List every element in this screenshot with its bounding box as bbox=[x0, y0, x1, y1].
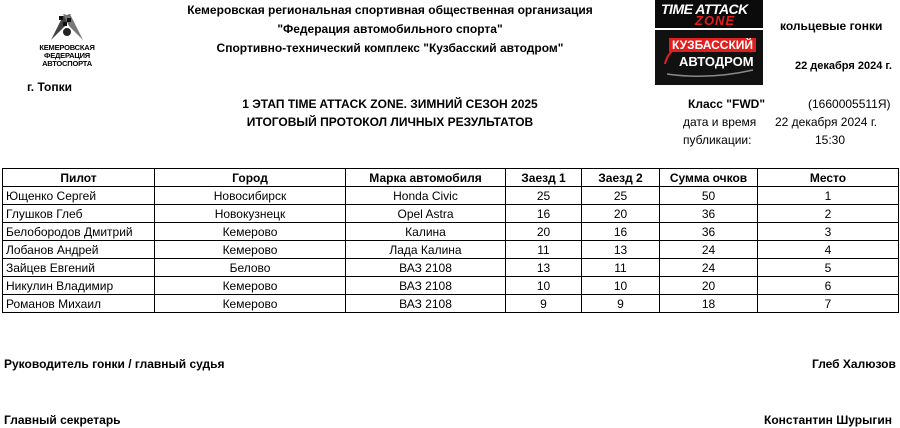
results-table bbox=[2, 168, 899, 313]
cell-place: 7 bbox=[758, 295, 899, 313]
cell-pilot: Зайцев Евгений bbox=[3, 259, 155, 277]
cell-car: ВАЗ 2108 bbox=[346, 259, 506, 277]
cell-pilot: Ющенко Сергей bbox=[3, 187, 155, 205]
cell-place: 4 bbox=[758, 241, 899, 259]
cell-city: Новосибирск bbox=[155, 187, 346, 205]
cell-run-2: 11 bbox=[582, 259, 660, 277]
table-row bbox=[3, 223, 899, 241]
table-row bbox=[3, 187, 899, 205]
city: г. Топки bbox=[27, 80, 72, 94]
publication-time: 15:30 bbox=[815, 133, 846, 147]
column-header-car: Марка автомобиля bbox=[346, 169, 506, 187]
table-row bbox=[3, 259, 899, 277]
publication-date: 22 декабря 2024 г. bbox=[775, 115, 878, 129]
org-line-1: Кемеровская региональная спортивная общественная организация bbox=[187, 3, 593, 17]
protocol-subtitle: ИТОГОВЫЙ ПРОТОКОЛ ЛИЧНЫХ РЕЗУЛЬТАТОВ bbox=[246, 115, 534, 129]
cell-points: 36 bbox=[660, 205, 758, 223]
header-date: 22 декабря 2024 г. bbox=[795, 60, 892, 72]
column-header-city: Город bbox=[155, 169, 346, 187]
kuzbass-logo-text: КУЗБАССКИЙ bbox=[669, 38, 756, 52]
column-header-points: Сумма очков bbox=[660, 169, 758, 187]
cell-run-1: 11 bbox=[506, 241, 582, 259]
cell-car: Калина bbox=[346, 223, 506, 241]
cell-run-1: 16 bbox=[506, 205, 582, 223]
federation-logo-line1: КЕМЕРОВСКАЯ bbox=[39, 43, 95, 52]
judge-role: Руководитель гонки / главный судья bbox=[4, 357, 225, 371]
cell-points: 50 bbox=[660, 187, 758, 205]
judge-name: Глеб Халюзов bbox=[812, 357, 896, 371]
time-attack-zone-logo bbox=[655, 0, 763, 28]
cell-points: 24 bbox=[660, 241, 758, 259]
cell-run-1: 10 bbox=[506, 277, 582, 295]
cell-run-1: 9 bbox=[506, 295, 582, 313]
cell-points: 24 bbox=[660, 259, 758, 277]
table-row bbox=[3, 205, 899, 223]
cell-car: Opel Astra bbox=[346, 205, 506, 223]
checkered-flag-icon bbox=[45, 10, 89, 44]
cell-run-2: 25 bbox=[582, 187, 660, 205]
cell-city: Кемерово bbox=[155, 241, 346, 259]
cell-city: Белово bbox=[155, 259, 346, 277]
column-header-run-2: Заезд 2 bbox=[582, 169, 660, 187]
column-header-place: Место bbox=[758, 169, 899, 187]
autodrome-logo-text: АВТОДРОМ bbox=[679, 54, 754, 69]
table-header-row bbox=[3, 169, 899, 187]
federation-logo bbox=[22, 10, 112, 72]
table-row bbox=[3, 241, 899, 259]
cell-place: 5 bbox=[758, 259, 899, 277]
kuzbass-autodrome-logo bbox=[655, 30, 763, 85]
cell-points: 18 bbox=[660, 295, 758, 313]
cell-place: 6 bbox=[758, 277, 899, 295]
cell-car: Honda Civic bbox=[346, 187, 506, 205]
cell-run-2: 9 bbox=[582, 295, 660, 313]
cell-car: ВАЗ 2108 bbox=[346, 295, 506, 313]
race-type: кольцевые гонки bbox=[780, 19, 883, 33]
cell-run-1: 20 bbox=[506, 223, 582, 241]
org-line-2: "Федерация автомобильного спорта" bbox=[277, 22, 503, 36]
cell-pilot: Глушков Глеб bbox=[3, 205, 155, 223]
cell-car: ВАЗ 2108 bbox=[346, 277, 506, 295]
cell-pilot: Лобанов Андрей bbox=[3, 241, 155, 259]
publication-label-2: публикации: bbox=[683, 133, 752, 147]
cell-city: Кемерово bbox=[155, 223, 346, 241]
class-code: (16600055​11Я) bbox=[808, 97, 891, 111]
cell-run-2: 16 bbox=[582, 223, 660, 241]
column-header-run-1: Заезд 1 bbox=[506, 169, 582, 187]
cell-pilot: Белобородов Дмитрий bbox=[3, 223, 155, 241]
column-header-pilot: Пилот bbox=[3, 169, 155, 187]
cell-city: Кемерово bbox=[155, 295, 346, 313]
cell-place: 3 bbox=[758, 223, 899, 241]
publication-label-1: дата и время bbox=[683, 115, 757, 129]
cell-city: Кемерово bbox=[155, 277, 346, 295]
federation-logo-line2: ФЕДЕРАЦИЯ АВТОСПОРТА bbox=[42, 51, 92, 68]
cell-run-2: 20 bbox=[582, 205, 660, 223]
table-row bbox=[3, 277, 899, 295]
cell-run-2: 10 bbox=[582, 277, 660, 295]
org-line-3: Спортивно-технический комплекс "Кузбасский автодром" bbox=[216, 41, 564, 55]
zone-logo-text: ZONE bbox=[695, 13, 736, 28]
cell-points: 20 bbox=[660, 277, 758, 295]
cell-pilot: Романов Михаил bbox=[3, 295, 155, 313]
cell-car: Лада Калина bbox=[346, 241, 506, 259]
cell-place: 2 bbox=[758, 205, 899, 223]
cell-pilot: Никулин Владимир bbox=[3, 277, 155, 295]
cell-points: 36 bbox=[660, 223, 758, 241]
cell-run-2: 13 bbox=[582, 241, 660, 259]
time-attack-logo-text: TIME ATTACK bbox=[661, 1, 748, 17]
event-title: 1 ЭТАП TIME ATTACK ZONE. ЗИМНИЙ СЕЗОН 2025 bbox=[242, 97, 538, 111]
cell-run-1: 25 bbox=[506, 187, 582, 205]
table-row bbox=[3, 295, 899, 313]
secretary-role: Главный секретарь bbox=[4, 413, 121, 427]
cell-city: Новокузнецк bbox=[155, 205, 346, 223]
secretary-name: Константин Шурыгин bbox=[764, 413, 892, 427]
cell-run-1: 13 bbox=[506, 259, 582, 277]
class-label: Класс "FWD" bbox=[688, 97, 766, 111]
cell-place: 1 bbox=[758, 187, 899, 205]
